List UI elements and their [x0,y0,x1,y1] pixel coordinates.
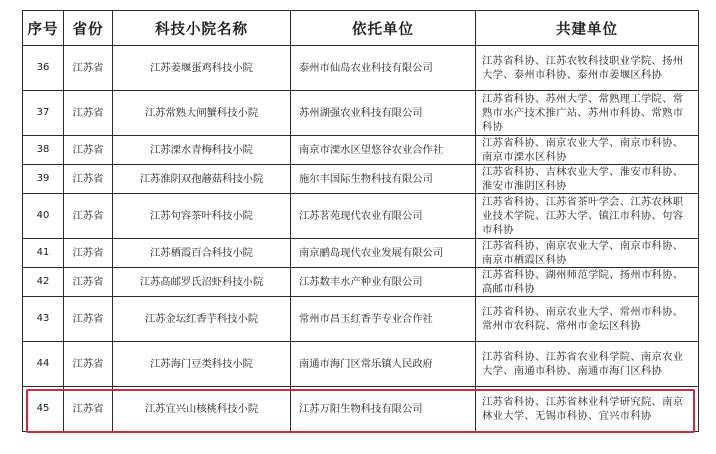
table-row-highlighted [23,387,699,432]
cell-province: 江苏省 [64,165,113,194]
cell-no: 41 [23,239,64,268]
cell-province: 江苏省 [64,387,113,432]
cell-name: 江苏淮阴双孢蘑菇科技小院 [113,165,291,194]
cell-co: 江苏省科协、江苏农牧科技职业学院、扬州大学、泰州市科协、泰州市姜堰区科协 [476,46,699,91]
cell-province: 江苏省 [64,46,113,91]
cell-name: 江苏宜兴山核桃科技小院 [113,387,291,432]
cell-co: 江苏省科协、苏州大学、常熟理工学院、常熟市水产技术推广站、苏州市科协、常熟市科协 [476,91,699,136]
cell-name: 江苏海门豆类科技小院 [113,342,291,387]
cell-org: 南通市海门区常乐镇人民政府 [291,342,476,387]
cell-org: 南京市溧水区望悠谷农业合作社 [291,136,476,165]
cell-org: 施尔丰国际生物科技有限公司 [291,165,476,194]
header-no: 序号 [23,11,64,46]
cell-name: 江苏句容茶叶科技小院 [113,194,291,239]
cell-no: 42 [23,268,64,297]
table-row [23,165,699,194]
table-row [23,91,699,136]
cell-province: 江苏省 [64,342,113,387]
cell-name: 江苏姜堰蛋鸡科技小院 [113,46,291,91]
cell-org: 江苏万阳生物科技有限公司 [291,387,476,432]
cell-name: 江苏常熟大闸蟹科技小院 [113,91,291,136]
cell-name: 江苏金坛红香芋科技小院 [113,297,291,342]
cell-co: 江苏省科协、江苏省茶叶学会、江苏农林职业技术学院、江苏大学、镇江市科协、句容市科协 [476,194,699,239]
cell-org: 江苏茗苑现代农业有限公司 [291,194,476,239]
cell-co: 江苏省科协、南京农业大学、南京市科协、南京市栖霞区科协 [476,239,699,268]
cell-no: 39 [23,165,64,194]
cell-province: 江苏省 [64,297,113,342]
cell-name: 江苏高邮罗氏沼虾科技小院 [113,268,291,297]
header-name: 科技小院名称 [113,11,291,46]
cell-co: 江苏省科协、江苏省农业科学院、南京农业大学、南通市科协、南通市海门区科协 [476,342,699,387]
cell-province: 江苏省 [64,91,113,136]
cell-co: 江苏省科协、江苏省林业科学研究院、南京林业大学、无锡市科协、宜兴市科协 [476,387,699,432]
cell-no: 43 [23,297,64,342]
table-row [23,342,699,387]
cell-province: 江苏省 [64,268,113,297]
science-courtyard-table [22,10,699,432]
table-row [23,194,699,239]
cell-org: 江苏数丰水产种业有限公司 [291,268,476,297]
cell-name: 江苏栖霞百合科技小院 [113,239,291,268]
cell-co: 江苏省科协、吉林农业大学、淮安市科协、淮安市淮阴区科协 [476,165,699,194]
cell-org: 常州市昌玉红香芋专业合作社 [291,297,476,342]
table-header-row [23,11,699,46]
cell-co: 江苏省科协、南京农业大学、南京市科协、南京市溧水区科协 [476,136,699,165]
cell-province: 江苏省 [64,239,113,268]
header-province: 省份 [64,11,113,46]
cell-province: 江苏省 [64,194,113,239]
cell-org: 南京鹂岛现代农业发展有限公司 [291,239,476,268]
cell-no: 38 [23,136,64,165]
table-row [23,239,699,268]
cell-org: 苏州湖强农业科技有限公司 [291,91,476,136]
cell-no: 40 [23,194,64,239]
document-sheet [22,10,698,432]
cell-co: 江苏省科协、湖州师范学院、扬州市科协、高邮市科协 [476,268,699,297]
table-row [23,136,699,165]
cell-no: 45 [23,387,64,432]
header-org: 依托单位 [291,11,476,46]
cell-province: 江苏省 [64,136,113,165]
table-row [23,297,699,342]
cell-org: 泰州市仙岛农业科技有限公司 [291,46,476,91]
cell-co: 江苏省科协、南京农业大学、常州市科协、常州市农科院、常州市金坛区科协 [476,297,699,342]
cell-no: 36 [23,46,64,91]
table-row [23,268,699,297]
header-co: 共建单位 [476,11,699,46]
cell-no: 44 [23,342,64,387]
table-row [23,46,699,91]
cell-name: 江苏溧水青梅科技小院 [113,136,291,165]
cell-no: 37 [23,91,64,136]
